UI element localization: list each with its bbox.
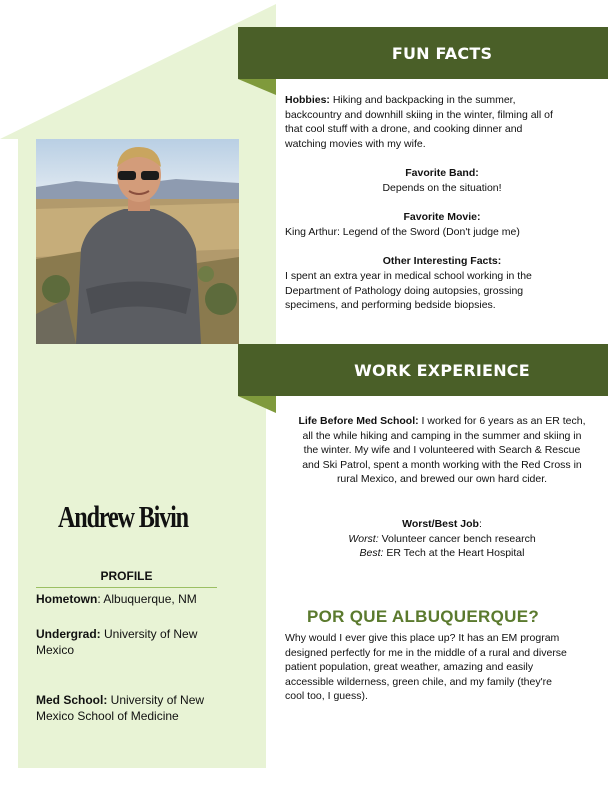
hobbies-line-4: watching movies with my wife. <box>285 137 426 150</box>
work-fold-dark <box>238 344 276 396</box>
worst-value: Volunteer cancer bench research <box>378 532 536 545</box>
best-label: Best: <box>359 547 384 559</box>
jobs-block <box>276 517 608 561</box>
other-facts-label: Other Interesting Facts: <box>382 255 502 267</box>
hobbies-label: Hobbies: <box>285 94 330 106</box>
life-before-paragraph <box>276 414 608 487</box>
why-line-3: patient population, great weather, amazing and easily <box>285 661 534 673</box>
other-facts-line-3: specimens, and performing bedside biopsies. <box>285 299 496 311</box>
hobbies-line-3: that cool stuff with a drone, and cooking dinner and <box>285 123 523 135</box>
other-facts-paragraph <box>285 269 605 313</box>
favorite-band-value: Depends on the situation! <box>382 182 502 194</box>
life-before-line-4: and Ski Patrol, spent a month working with the Red Cross in <box>302 458 582 471</box>
hobbies-paragraph <box>285 93 605 151</box>
undergrad-line-1: University of New <box>100 627 198 641</box>
other-facts-line-2: Department of Pathology doing autopsies, grossing <box>285 284 524 297</box>
life-before-line-5: rural Mexico, and brewed our own hard cider. <box>336 473 548 485</box>
profile-name: Andrew Bivin <box>58 499 188 534</box>
why-line-5: cool too, I guess). <box>285 690 368 702</box>
life-before-line-1: I worked for 6 years as an ER tech, <box>418 415 586 427</box>
profile-divider <box>36 587 217 588</box>
profile-heading: PROFILE <box>100 569 153 583</box>
fun-facts-fold-dark <box>238 27 276 79</box>
medschool-label: Med School: <box>36 693 108 707</box>
undergrad-line-2: Mexico <box>36 643 75 657</box>
hometown-label: Hometown <box>36 592 98 606</box>
life-before-line-3: the winter. My wife and I volunteered with Search & Rescue <box>303 444 581 456</box>
favorite-movie-value: King Arthur: Legend of the Sword (Don't judge me) <box>285 226 520 238</box>
profile-photo <box>36 139 239 344</box>
why-albuquerque-heading: POR QUE ALBUQUERQUE? <box>306 607 540 626</box>
favorite-movie-label: Favorite Movie: <box>403 211 481 223</box>
why-line-4: accessible wilderness, green chile, and my family (they're <box>285 675 552 688</box>
undergrad-block <box>36 626 246 658</box>
hometown-value: : Albuquerque, NM <box>97 592 197 606</box>
jobs-colon: : <box>478 518 482 530</box>
medschool-line-1: University of New <box>107 693 205 707</box>
medschool-block <box>36 692 246 724</box>
hometown-line <box>36 591 246 607</box>
best-value: ER Tech at the Heart Hospital <box>383 547 525 559</box>
hobbies-line-1: Hiking and backpacking in the summer, <box>329 94 516 106</box>
fun-facts-title: FUN FACTS <box>391 43 493 63</box>
work-experience-title: WORK EXPERIENCE <box>354 360 530 380</box>
jobs-label: Worst/Best Job <box>402 518 479 530</box>
life-before-label: Life Before Med School: <box>298 415 419 427</box>
undergrad-label: Undergrad: <box>36 627 101 641</box>
other-facts-line-1: I spent an extra year in medical school working in the <box>285 270 532 282</box>
why-line-2: designed perfectly for me in the middle of a rural and diverse <box>285 646 567 659</box>
fun-facts-banner <box>276 27 608 79</box>
why-line-1: Why would I ever give this place up? It has an EM program <box>285 632 560 644</box>
hobbies-line-2: backcountry and downhill skiing in the winter, filming all of <box>285 108 553 121</box>
medschool-line-2: Mexico School of Medicine <box>36 709 179 723</box>
favorite-band-label: Favorite Band: <box>405 167 479 179</box>
why-albuquerque-paragraph <box>285 631 605 704</box>
worst-label: Worst: <box>348 532 379 545</box>
work-experience-banner <box>276 344 608 396</box>
life-before-line-2: all the while hiking and camping in the summer and skiing in <box>302 429 582 442</box>
